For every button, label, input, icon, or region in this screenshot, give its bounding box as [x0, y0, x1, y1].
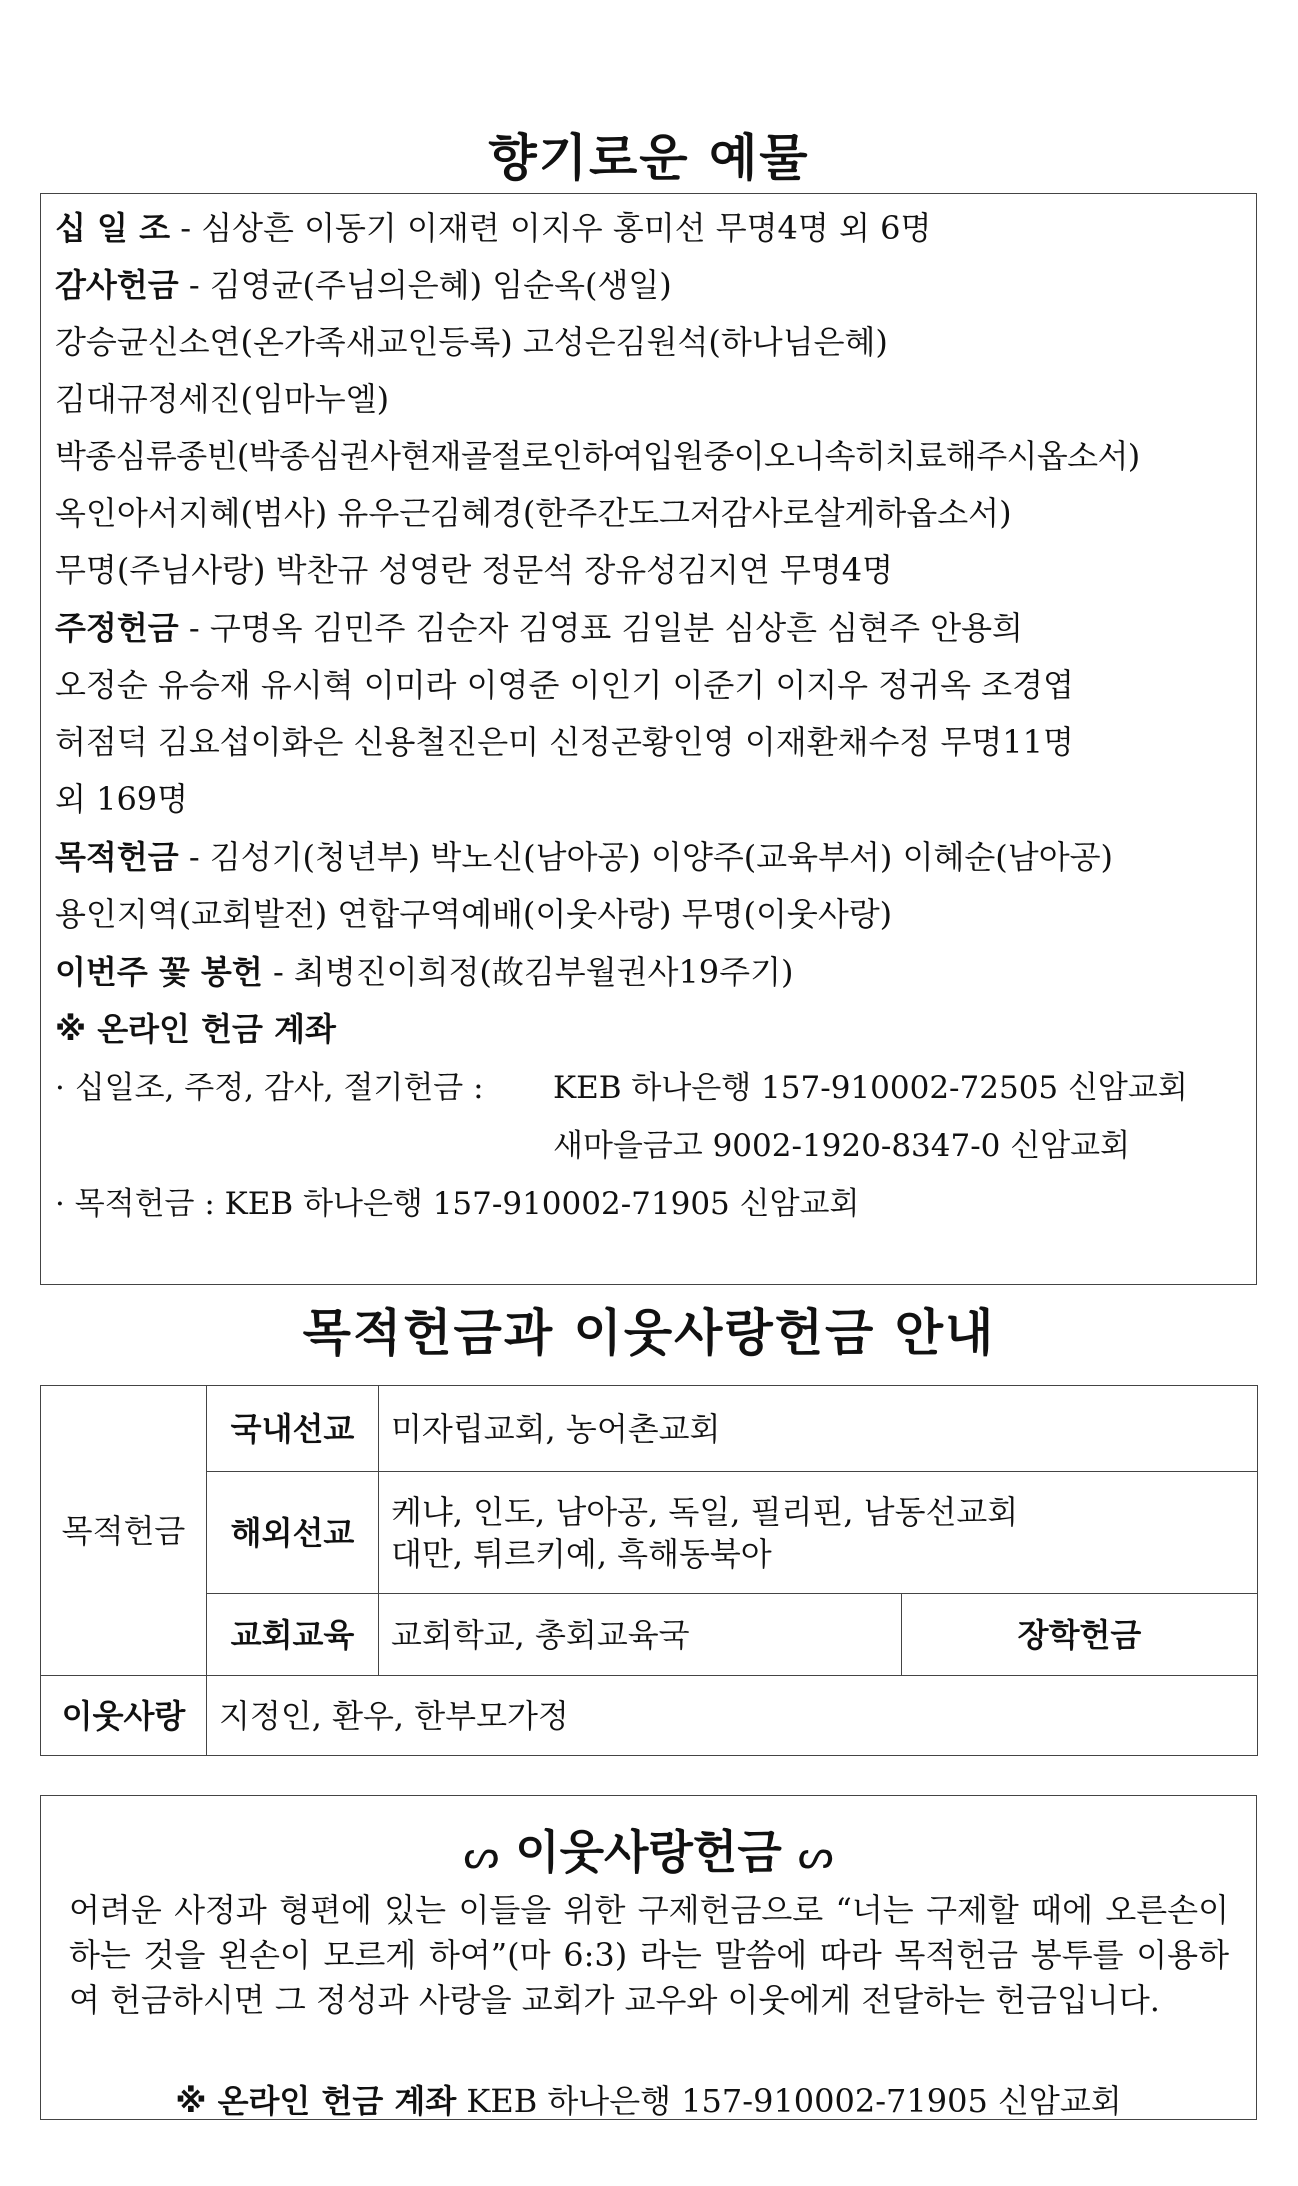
overseas-value-1: 케냐, 인도, 남아공, 독일, 필리핀, 남동선교회 — [391, 1492, 1019, 1531]
offerings-box — [40, 193, 1257, 1285]
account-1-number: KEB 하나은행 157-910002-72505 신암교회 — [553, 1070, 1188, 1106]
overseas-header: 해외선교 — [207, 1472, 379, 1594]
weekly-names-1: - 구명옥 김민주 김순자 김영표 김일분 심상흔 심현주 안용희 — [178, 609, 1023, 647]
flower-label: 이번주 꽃 봉헌 — [55, 953, 263, 991]
weekly-line-4: 외 169명 — [55, 780, 189, 818]
ornament-left-icon: ᔕ — [463, 1832, 500, 1878]
purpose-line-2: 용인지역(교회발전) 연합구역예배(이웃사랑) 무명(이웃사랑) — [55, 895, 893, 933]
page-title: 향기로운 예물 — [488, 129, 810, 187]
thanks-line-6: 무명(주님사랑) 박찬규 성영란 정문석 장유성김지연 무명4명 — [55, 551, 894, 589]
weekly-line-1 — [55, 608, 1023, 648]
ornament-right-icon: ᔕ — [797, 1832, 834, 1878]
overseas-value-2: 대만, 튀르키예, 흑해동북아 — [391, 1534, 772, 1573]
weekly-line-2: 오정순 유승재 유시혁 이미라 이영준 이인기 이준기 이지우 정귀옥 조경엽 — [55, 666, 1074, 704]
thanks-label: 감사헌금 — [55, 266, 179, 304]
scholarship-header: 장학헌금 — [902, 1594, 1258, 1676]
tithe-line — [55, 208, 931, 248]
purpose-label: 목적헌금 — [55, 838, 179, 876]
weekly-label: 주정헌금 — [55, 609, 179, 647]
account-3: · 목적헌금 : KEB 하나은행 157-910002-71905 신암교회 — [55, 1186, 860, 1222]
thanks-line-2: 강승균신소연(온가족새교인등록) 고성은김원석(하나님은혜) — [55, 323, 888, 361]
neighbor-header: 이웃사랑 — [41, 1676, 207, 1756]
neighbor-love-account-number: KEB 하나은행 157-910002-71905 신암교회 — [456, 2082, 1122, 2120]
thanks-line-1 — [55, 265, 672, 305]
overseas-value — [379, 1472, 1258, 1594]
tithe-label: 십 일 조 — [55, 209, 171, 247]
education-value: 교회학교, 총회교육국 — [379, 1594, 902, 1676]
neighbor-value: 지정인, 환우, 한부모가정 — [207, 1676, 1258, 1756]
weekly-line-3: 허점덕 김요섭이화은 신용철진은미 신정곤황인영 이재환채수정 무명11명 — [55, 723, 1074, 761]
thanks-line-4: 박종심류종빈(박종심권사현재골절로인하여입원중이오니속히치료해주시옵소서) — [55, 437, 1140, 475]
purpose-line-1 — [55, 837, 1113, 877]
flower-names: - 최병진이희정(故김부월권사19주기) — [262, 953, 794, 991]
flower-line — [55, 952, 793, 992]
neighbor-love-box — [40, 1795, 1257, 2120]
neighbor-love-description: 어려운 사정과 형편에 있는 이들을 위한 구제헌금으로 “너는 구제할 때에 오른손이 하는 것을 왼손이 모르게 하여”(마 6:3) 라는 말씀에 따라 목적헌금 봉투를 이용하여 헌금하시면 그 정성과 사랑을 교회가 교우와 이웃에게 전달하는 헌금입니다. — [69, 1891, 1229, 2019]
neighbor-love-account-label: ※ 온라인 헌금 계좌 — [175, 2082, 457, 2120]
purpose-names-1: - 김성기(청년부) 박노신(남아공) 이양주(교육부서) 이혜순(남아공) — [178, 838, 1114, 876]
tithe-names: - 심상흔 이동기 이재련 이지우 홍미선 무명4명 외 6명 — [170, 209, 932, 247]
section-title: 목적헌금과 이웃사랑헌금 안내 — [302, 1304, 996, 1362]
offering-guide-table — [40, 1385, 1258, 1756]
thanks-names-1: - 김영균(주님의은혜) 임순옥(생일) — [178, 266, 672, 304]
online-account-label: ※ 온라인 헌금 계좌 — [55, 1010, 336, 1048]
neighbor-love-account — [41, 2076, 1256, 2122]
domestic-header: 국내선교 — [207, 1386, 379, 1472]
domestic-value: 미자립교회, 농어촌교회 — [379, 1386, 1258, 1472]
account-1-label: · 십일조, 주정, 감사, 절기헌금 : — [55, 1070, 484, 1106]
purpose-header: 목적헌금 — [41, 1386, 207, 1676]
account-2-number: 새마을금고 9002-1920-8347-0 신암교회 — [553, 1128, 1131, 1164]
thanks-line-3: 김대규정세진(임마누엘) — [55, 380, 390, 418]
education-header: 교회교육 — [207, 1594, 379, 1676]
thanks-line-5: 옥인아서지혜(범사) 유우근김혜경(한주간도그저감사로살게하옵소서) — [55, 494, 1012, 532]
neighbor-love-title — [41, 1816, 1256, 1882]
neighbor-love-title-text: 이웃사랑헌금 — [515, 1825, 782, 1879]
